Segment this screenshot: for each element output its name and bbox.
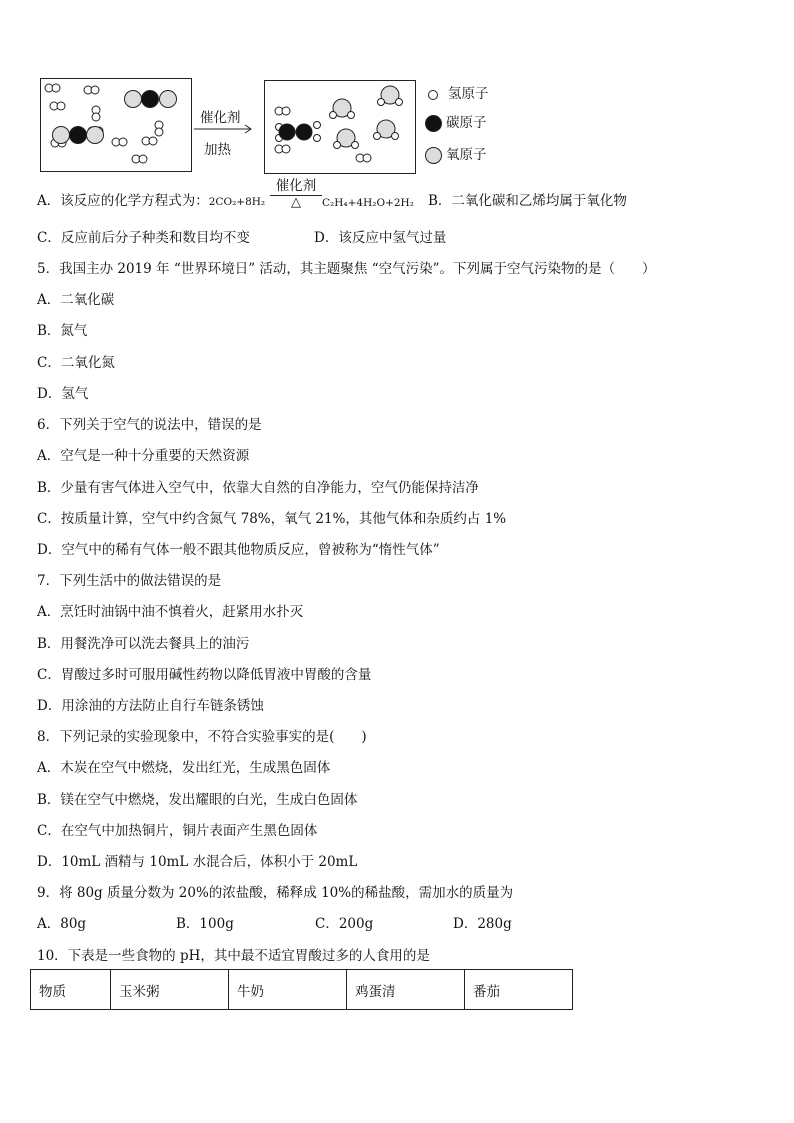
q7-stem: 7．下列生活中的做法错误的是	[37, 573, 222, 589]
q5-option-b: B．氮气	[37, 323, 88, 339]
table-cell: 番茄	[465, 970, 573, 1010]
q5-option-c: C．二氧化氮	[37, 355, 115, 371]
reactants-box	[40, 78, 192, 172]
white-small-circle-icon	[428, 90, 438, 100]
q6-option-b: B．少量有害气体进入空气中，依靠大自然的自净能力，空气仍能保持洁净	[37, 480, 479, 496]
q5-stem: 5．我国主办 2019 年 “世界环境日” 活动，其主题聚焦 “空气污染”。下列属于空气污染物的是（ ）	[37, 261, 656, 277]
q7-option-d: D．用涂油的方法防止自行车链条锈蚀	[37, 698, 264, 714]
q8-option-b: B．镁在空气中燃烧，发出耀眼的白光，生成白色固体	[37, 792, 358, 808]
legend-label: 氧原子	[446, 147, 487, 163]
q8-option-a: A．木炭在空气中燃烧，发出红光，生成黑色固体	[37, 760, 331, 776]
arrow-label-catalyst: 催化剂	[200, 110, 241, 126]
q8-option-d: D．10mL 酒精与 10mL 水混合后，体积小于 20mL	[37, 854, 358, 870]
table-cell: 牛奶	[229, 970, 347, 1010]
products-box	[264, 80, 416, 174]
arrow-label-heat: 加热	[204, 142, 231, 158]
reactants-molecules	[41, 79, 191, 171]
food-ph-table	[30, 969, 573, 1010]
legend-label: 氢原子	[448, 86, 489, 102]
table-cell: 玉米粥	[111, 970, 229, 1010]
legend-label: 碳原子	[446, 115, 487, 131]
q4-option-a-prefix: A．该反应的化学方程式为：	[37, 193, 209, 209]
q7-option-b: B．用餐洗净可以洗去餐具上的油污	[37, 636, 250, 652]
q5-option-d: D．氢气	[37, 386, 89, 402]
q9-option-b: B．100g	[176, 916, 234, 932]
q6-option-c: C．按质量计算，空气中约含氮气 78%，氧气 21%，其他气体和杂质约占 1%	[37, 511, 507, 527]
q4-eq-left: 2CO₂+8H₂	[208, 196, 266, 208]
q6-option-d: D．空气中的稀有气体一般不跟其他物质反应，曾被称为“惰性气体”	[37, 542, 440, 558]
products-molecules	[265, 81, 415, 173]
q8-stem: 8．下列记录的实验现象中，不符合实验事实的是( )	[37, 729, 367, 745]
q10-stem: 10．下表是一些食物的 pH，其中最不适宜胃酸过多的人食用的是	[37, 948, 430, 964]
legend-item-carbon	[425, 111, 487, 132]
reaction-arrow	[194, 100, 254, 160]
q9-option-d: D．280g	[453, 916, 512, 932]
q4-heat: △	[291, 195, 301, 210]
q7-option-c: C．胃酸过多时可服用碱性药物以降低胃液中胃酸的含量	[37, 667, 372, 683]
q9-option-c: C．200g	[315, 916, 374, 932]
q6-option-a: A．空气是一种十分重要的天然资源	[37, 448, 250, 464]
q8-option-c: C．在空气中加热铜片，铜片表面产生黑色固体	[37, 823, 318, 839]
table-row	[31, 970, 573, 1010]
gray-circle-icon	[425, 147, 442, 164]
q4-option-c: C．反应前后分子种类和数目均不变	[37, 230, 250, 246]
q4-eq-right: C₂H₄+4H₂O+2H₂	[322, 197, 414, 209]
q4-option-a	[37, 192, 265, 211]
q9-stem: 9．将 80g 质量分数为 20%的浓盐酸，稀释成 10%的稀盐酸，需加水的质量为	[37, 885, 514, 901]
q9-option-a: A．80g	[37, 916, 87, 932]
q4-catalyst: 催化剂	[275, 178, 317, 194]
table-cell: 鸡蛋清	[347, 970, 465, 1010]
q7-option-a: A．烹饪时油锅中油不慎着火，赶紧用水扑灭	[37, 604, 304, 620]
q6-stem: 6．下列关于空气的说法中，错误的是	[37, 417, 262, 433]
q4-reaction-condition	[270, 178, 322, 209]
q4-option-d: D．该反应中氢气过量	[314, 230, 447, 246]
q4-option-b: B．二氧化碳和乙烯均属于氧化物	[428, 193, 627, 209]
black-circle-icon	[425, 115, 442, 132]
right-arrow-icon	[194, 124, 254, 134]
legend-item-oxygen	[425, 143, 487, 164]
legend-item-hydrogen	[428, 82, 489, 102]
table-cell: 物质	[31, 970, 111, 1010]
q5-option-a: A．二氧化碳	[37, 292, 115, 308]
